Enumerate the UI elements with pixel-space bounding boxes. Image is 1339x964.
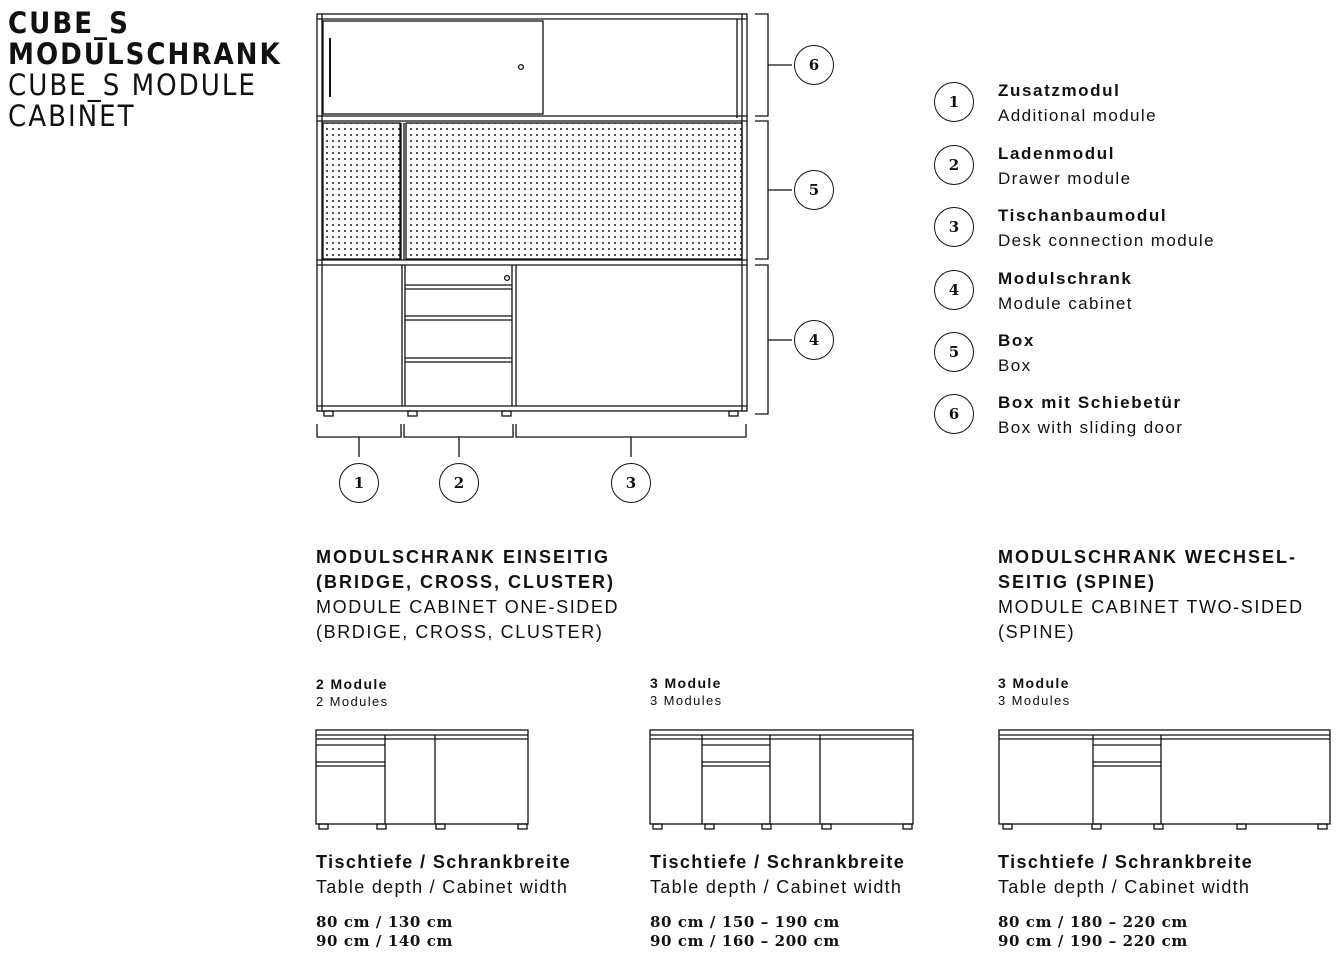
legend-number: 3	[934, 207, 974, 247]
dimension-line: 90 cm / 140 cm	[316, 932, 453, 950]
callout-3: 3	[611, 463, 651, 503]
variant-3-dim-heading	[998, 850, 1253, 900]
drawer-lock-icon	[505, 276, 510, 281]
heading-en-line1: MODULE CABINET TWO-SIDED	[998, 597, 1304, 617]
dim-heading-en: Table depth / Cabinet width	[650, 877, 903, 897]
title-en-line1: CUBE_S MODULE	[8, 68, 257, 102]
callout-6: 6	[794, 45, 834, 85]
module-count-de: 2 Module	[316, 676, 388, 692]
legend-label-en: Box	[998, 356, 1032, 375]
callout-2: 2	[439, 463, 479, 503]
foot	[408, 411, 417, 416]
legend-label-de: Box	[998, 331, 1035, 350]
dimension-line: 90 cm / 160 – 200 cm	[650, 932, 840, 950]
variant-2-dimensions	[650, 913, 840, 951]
heading-en-line2: (BRDIGE, CROSS, CLUSTER)	[316, 622, 604, 642]
legend-label-de: Box mit Schiebetür	[998, 393, 1182, 412]
title-en-line2: CABINET	[8, 99, 136, 133]
title-de-line2: MODULSCHRANK	[8, 37, 282, 71]
dim-heading-de: Tischtiefe / Schrankbreite	[316, 852, 572, 872]
small-cabinet-spine	[999, 730, 1330, 829]
legend-label-en: Box with sliding door	[998, 418, 1184, 437]
module-count-en: 3 Modules	[650, 693, 723, 708]
legend-label-de: Ladenmodul	[998, 144, 1116, 163]
dim-heading-en: Table depth / Cabinet width	[316, 877, 569, 897]
legend-item-3	[932, 207, 1332, 257]
module-count-de: 3 Module	[998, 675, 1070, 691]
variant-1-dim-heading	[316, 850, 571, 900]
variant-2-label	[650, 674, 723, 710]
legend-item-1	[932, 82, 1332, 132]
variant-2-dim-heading	[650, 850, 905, 900]
variant-1-dimensions	[316, 913, 453, 951]
legend-item-6	[932, 394, 1332, 444]
perforated-panel-right	[406, 123, 742, 259]
heading-de-line2: SEITIG (SPINE)	[998, 572, 1157, 592]
title-de-line1: CUBE_S	[8, 6, 130, 40]
section-heading-two-sided	[998, 545, 1304, 645]
dim-heading-de: Tischtiefe / Schrankbreite	[998, 852, 1254, 872]
dimension-line: 90 cm / 190 – 220 cm	[998, 932, 1188, 950]
sliding-door-panel	[323, 21, 543, 114]
legend-label-de: Modulschrank	[998, 269, 1133, 288]
callout-5: 5	[794, 170, 834, 210]
legend-label-en: Module cabinet	[998, 294, 1133, 313]
heading-en-line2: (SPINE)	[998, 622, 1076, 642]
foot	[729, 411, 738, 416]
legend-label-en: Desk connection module	[998, 231, 1215, 250]
callout-1: 1	[339, 463, 379, 503]
legend-label-en: Drawer module	[998, 169, 1132, 188]
heading-en-line1: MODULE CABINET ONE-SIDED	[316, 597, 620, 617]
small-cabinet-3-modules	[650, 730, 913, 829]
foot	[324, 411, 333, 416]
dim-heading-de: Tischtiefe / Schrankbreite	[650, 852, 906, 872]
module-count-en: 3 Modules	[998, 693, 1071, 708]
callout-4: 4	[794, 320, 834, 360]
legend-label-de: Tischanbaumodul	[998, 206, 1168, 225]
variant-3-dimensions	[998, 913, 1188, 951]
foot	[502, 411, 511, 416]
legend-item-5	[932, 332, 1332, 382]
lock-icon	[519, 65, 524, 70]
legend-item-2	[932, 145, 1332, 195]
legend-number: 1	[934, 82, 974, 122]
variant-1-label	[316, 675, 389, 711]
module-count-de: 3 Module	[650, 675, 722, 691]
legend-number: 4	[934, 270, 974, 310]
legend-label-en: Additional module	[998, 106, 1157, 125]
dim-heading-en: Table depth / Cabinet width	[998, 877, 1251, 897]
heading-de-line2: (BRIDGE, CROSS, CLUSTER)	[316, 572, 616, 592]
dimension-line: 80 cm / 150 – 190 cm	[650, 913, 840, 931]
legend-number: 6	[934, 394, 974, 434]
heading-de-line1: MODULSCHRANK EINSEITIG	[316, 547, 611, 567]
module-count-en: 2 Modules	[316, 694, 389, 709]
section-heading-one-sided	[316, 545, 619, 645]
dimension-line: 80 cm / 180 – 220 cm	[998, 913, 1188, 931]
perforated-panel-left	[323, 123, 400, 259]
legend-number: 5	[934, 332, 974, 372]
legend-number: 2	[934, 145, 974, 185]
legend-label-de: Zusatzmodul	[998, 81, 1121, 100]
variant-3-label	[998, 674, 1071, 710]
legend-item-4	[932, 270, 1332, 320]
dimension-line: 80 cm / 130 cm	[316, 913, 453, 931]
small-cabinet-2-modules	[316, 730, 528, 829]
heading-de-line1: MODULSCHRANK WECHSEL-	[998, 547, 1297, 567]
